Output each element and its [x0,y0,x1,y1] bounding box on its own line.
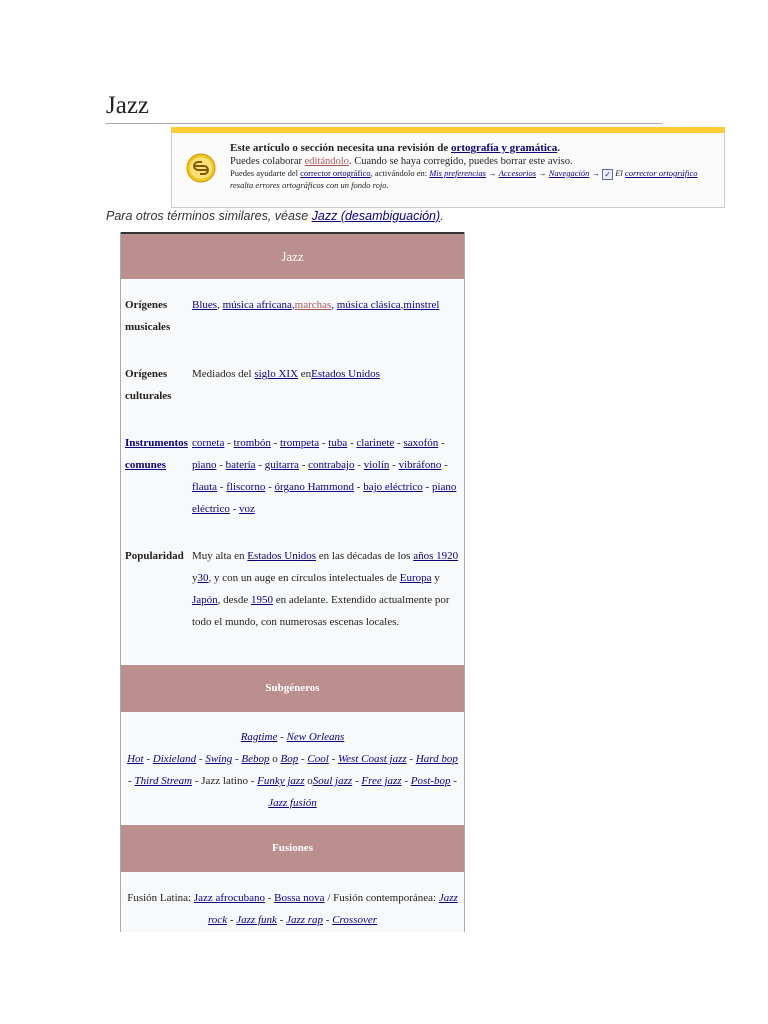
link-instrumentos[interactable]: Instrumentos comunes [125,437,188,471]
link-organo-hammond[interactable]: órgano Hammond [274,481,355,493]
link-trombon[interactable]: trombón [233,437,271,449]
link-vibrafono[interactable]: vibráfono [398,459,442,471]
link-estados-unidos-2[interactable]: Estados Unidos [247,550,317,562]
row-label: Popularidad [125,550,184,562]
link-free-jazz[interactable]: Free jazz [361,775,402,787]
spell-checker-link-2[interactable]: corrector ortográfico [624,168,698,178]
link-hot[interactable]: Hot [127,753,144,765]
link-30[interactable]: 30 [197,572,209,584]
link-anos-1920[interactable]: años 1920 [413,550,459,562]
maintenance-notice [171,127,725,208]
link-hard-bop[interactable]: Hard bop [415,753,458,765]
link-musica-clasica[interactable]: música clásica [336,299,401,311]
link-new-orleans[interactable]: New Orleans [286,731,345,743]
row-label [125,432,187,476]
link-blues[interactable]: Blues [192,299,218,311]
link-marchas[interactable]: marchas [294,299,332,311]
link-soul-jazz[interactable]: Soul jazz [312,775,353,787]
link-jazz-afrocubano[interactable]: Jazz afrocubano [193,892,265,904]
notice-heading: Este artículo o sección necesita una revisión de ortografía y gramática. [230,142,561,154]
edit-link[interactable]: editándolo [304,156,349,167]
disambiguation-hatnote: Para otros términos similares, véase Jazz (desambiguación). [106,209,444,223]
preferences-link[interactable]: Mis preferencias [429,168,486,178]
page-title: Jazz [106,92,150,119]
link-clarinete[interactable]: clarinete [356,437,395,449]
checkbox-icon: ✓ [602,169,613,180]
title-divider [106,123,662,124]
infobox-title: Jazz [121,234,464,279]
link-bebop[interactable]: Bebop [241,753,270,765]
link-minstrel[interactable]: minstrel [403,299,440,311]
notice-body: Puedes colaborar editándolo. Cuando se haya corregido, puedes borrar este aviso. [230,156,573,167]
link-tuba[interactable]: tuba [328,437,348,449]
row-value: Mediados del siglo XIX enEstados Unidos [192,368,380,380]
link-cool[interactable]: Cool [307,753,329,765]
link-bajo-electrico[interactable]: bajo eléctrico [363,481,423,493]
link-siglo-xix[interactable]: siglo XIX [254,368,299,380]
link-europa[interactable]: Europa [399,572,432,584]
link-piano[interactable]: piano [192,459,217,471]
link-corneta[interactable]: corneta [192,437,225,449]
link-musica-africana[interactable]: música africana [222,299,292,311]
link-trompeta[interactable]: trompeta [280,437,320,449]
subgeneros-header: Subgéneros [121,665,464,712]
link-contrabajo[interactable]: contrabajo [308,459,355,471]
link-guitarra[interactable]: guitarra [264,459,299,471]
disambiguation-link[interactable]: Jazz (desambiguación) [311,209,441,223]
row-value: Muy alta en Estados Unidos en las décadas de los años 1920 y30, y con un auge en círculos intelectuales de Europa y Japón, desde 1950 en adelante. Extendido actualmente por todo el mundo, con numerosas escenas locales. [192,550,459,628]
navigation-link[interactable]: Navegación [548,168,590,178]
link-flauta[interactable]: flauta [192,481,218,493]
fusiones-list: Fusión Latina: Jazz afrocubano - Bossa nova / Fusión contemporánea: Jazz rock - Jazz funk - Jazz rap - Crossover [127,892,458,926]
row-label: Orígenes musicales [125,299,171,333]
notice-hint: Puedes ayudarte del corrector ortográfico, activándolo en: Mis preferencias → Accesorios → Navegación → ✓ El corrector ortográfico resalta errores ortográficos con un fondo rojo. [230,168,698,190]
link-violin[interactable]: violín [363,459,390,471]
link-crossover[interactable]: Crossover [332,914,378,926]
link-jazz-latino: Jazz latino [201,775,248,787]
link-saxofon[interactable]: saxofón [403,437,439,449]
row-value: Blues, música africana,marchas, música clásica,minstrel [192,299,440,311]
link-voz[interactable]: voz [239,503,255,515]
link-third-stream[interactable]: Third Stream [134,775,193,787]
link-swing[interactable]: Swing [205,753,233,765]
link-bateria[interactable]: batería [225,459,256,471]
link-ragtime[interactable]: Ragtime [240,731,278,743]
subgeneros-list: Ragtime - New Orleans Hot - Dixieland - Swing - Bebop o Bop - Cool - West Coast jazz - Hard bop - Third Stream - Jazz latino - Funky jazz oSoul jazz - Free jazz - Post-bop - Jazz fusión [127,731,458,809]
spellcheck-icon [186,153,216,183]
link-funky-jazz[interactable]: Funky jazz [257,775,305,787]
link-west-coast-jazz[interactable]: West Coast jazz [337,753,407,765]
spelling-grammar-link[interactable]: ortografía y gramática [451,142,558,154]
row-label: Orígenes culturales [125,368,172,402]
fusiones-header: Fusiones [121,825,464,872]
row-value: corneta - trombón - trompeta - tuba - clarinete - saxofón - piano - batería - guitarra - contrabajo - violín - vibráfono - flauta - fliscorno - órgano Hammond - bajo eléctrico - piano eléctrico - voz [192,437,457,515]
link-piano-electrico[interactable]: piano eléctrico [192,481,457,515]
link-japon[interactable]: Japón [192,594,218,606]
link-jazz-rock[interactable]: Jazz rock [207,892,458,926]
link-jazz-funk[interactable]: Jazz funk [236,914,277,926]
link-post-bop[interactable]: Post-bop [410,775,451,787]
link-bop[interactable]: Bop [280,753,299,765]
spell-checker-link[interactable]: corrector ortográfico [300,168,371,178]
link-dixieland[interactable]: Dixieland [152,753,197,765]
link-1950[interactable]: 1950 [250,594,273,606]
link-estados-unidos[interactable]: Estados Unidos [311,368,380,380]
link-fliscorno[interactable]: fliscorno [226,481,266,493]
link-jazz-fusion[interactable]: Jazz fusión [268,797,317,809]
link-bossa-nova[interactable]: Bossa nova [274,892,325,904]
infobox [120,232,465,932]
accessories-link[interactable]: Accesorios [498,168,536,178]
link-jazz-rap[interactable]: Jazz rap [286,914,324,926]
